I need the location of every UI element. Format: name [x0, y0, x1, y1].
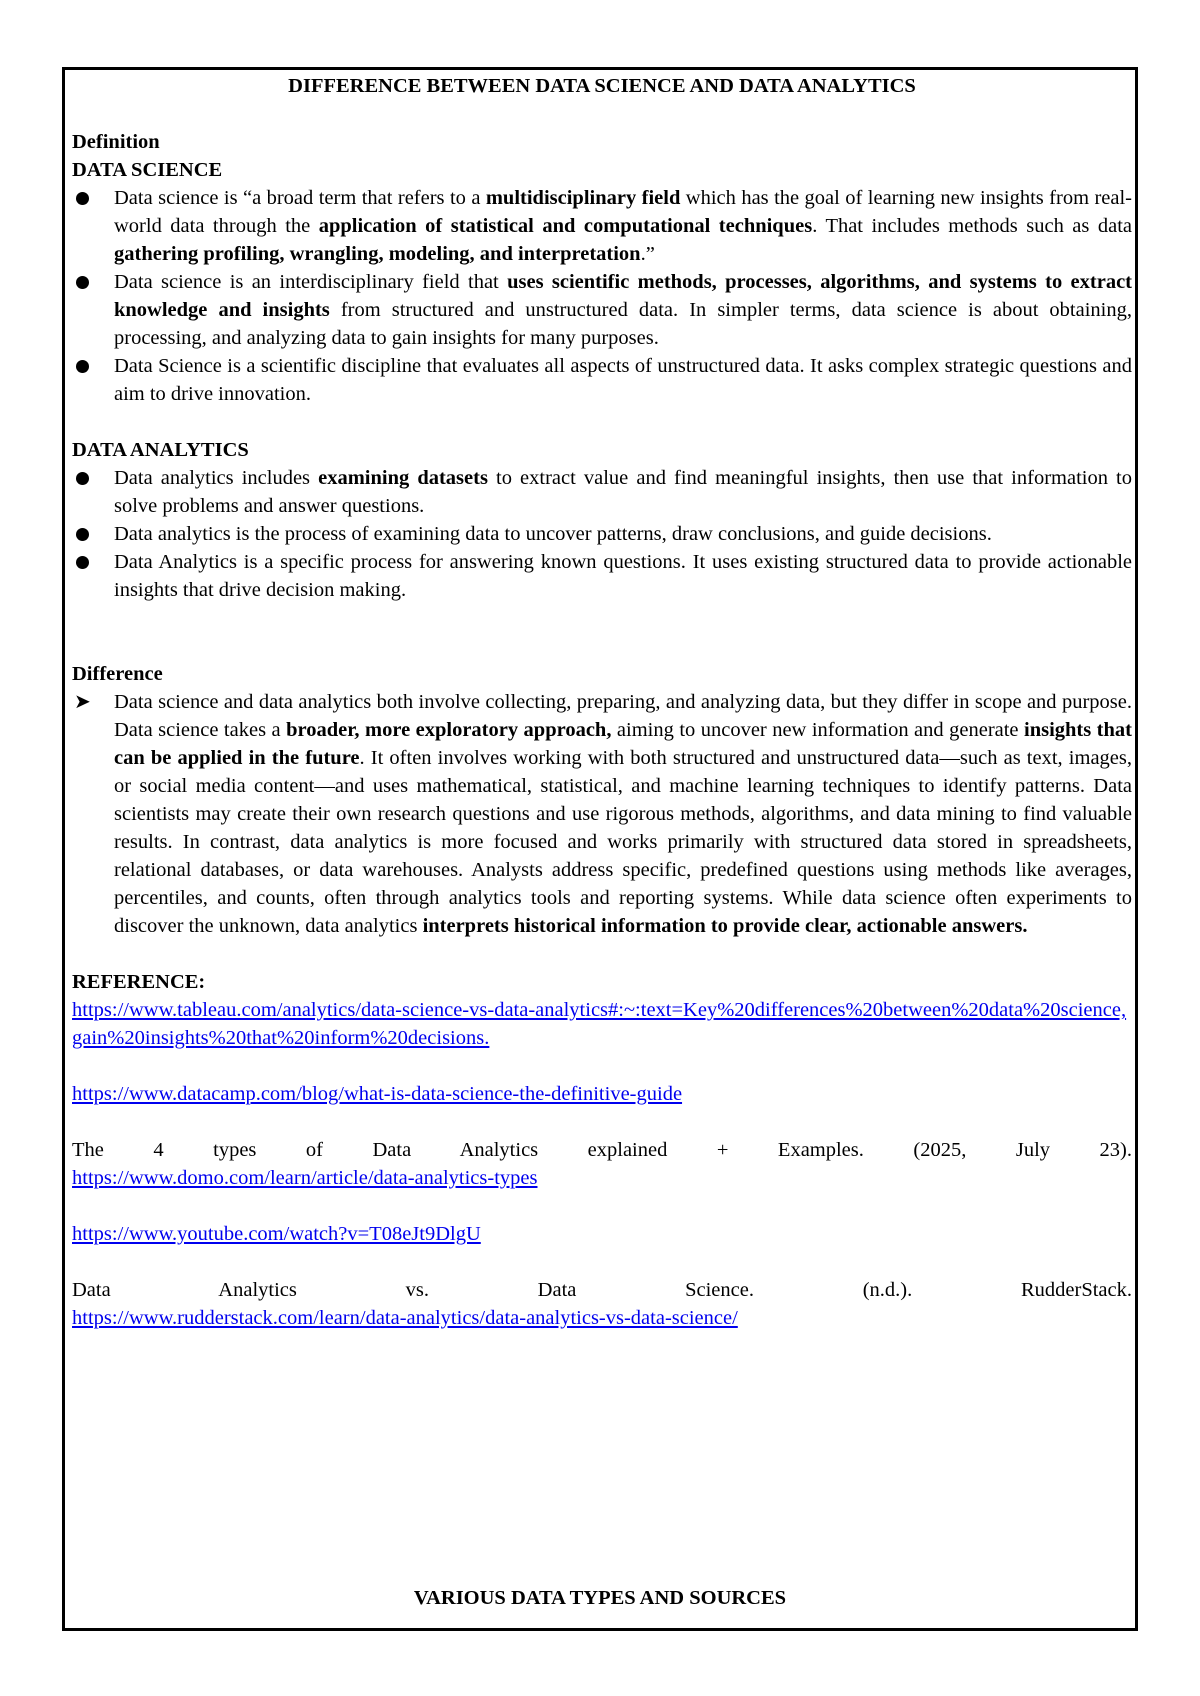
bold-text: examining datasets: [318, 467, 488, 489]
bullet-icon: [76, 192, 89, 205]
list-item: [72, 268, 1132, 352]
text: aiming to uncover new information and generate: [611, 719, 1024, 741]
text: Data Science is a scientific discipline that evaluates all aspects of unstructured data. It asks complex strategic questions and aim to drive innovation.: [114, 355, 1132, 405]
reference-heading: REFERENCE:: [72, 971, 206, 993]
list-item: [72, 352, 1132, 408]
bullet-icon: [76, 276, 89, 289]
data-analytics-list: [72, 464, 1132, 604]
bold-text: insights that can be applied in the future: [114, 719, 1132, 769]
bullet-icon: [76, 360, 89, 373]
document-body: [72, 72, 1132, 1332]
bullet-icon: [76, 472, 89, 485]
arrow-bullet-icon: ➤: [74, 691, 91, 713]
text: Data science and data analytics both involve collecting, preparing, and analyzing data, but they differ in scope and purpose. Data science takes a: [114, 691, 1132, 741]
bold-text: multidisciplinary field: [485, 187, 681, 209]
bold-text: gathering profiling, wrangling, modeling, and interpretation: [114, 243, 641, 265]
list-item: [72, 464, 1132, 520]
text: Data analytics includes: [114, 467, 319, 489]
text: . It often involves working with both structured and unstructured data—such as text, images, or social media content—and uses mathematical, statistical, and machine learning techniques to identify patterns. Data scientists may create their own research questions and use rigorous methods, algorithms, and data mining to find valuable results. In contrast, data analytics is more focused and works primarily with structured data stored in spreadsheets, relational databases, or data warehouses. Analysts address specific, predefined questions using methods like averages, percentiles, and counts, often through analytics tools and reporting systems. While data science often experiments to discover the unknown, data analytics: [114, 747, 1132, 937]
bold-text: uses scientific methods, processes, algorithms, and systems to extract knowledge and insights: [114, 271, 1132, 321]
text: Data Analytics is a specific process for answering known questions. It uses existing structured data to provide actionable insights that drive decision making.: [114, 551, 1132, 601]
list-item: [72, 548, 1132, 604]
text: from structured and unstructured data. In simpler terms, data science is about obtaining, processing, and analyzing data to gain insights for many purposes.: [114, 299, 1132, 349]
text: Data science is “a broad term that refers to a: [114, 187, 486, 209]
data-science-list: [72, 184, 1132, 408]
reference-link-domo[interactable]: https://www.domo.com/learn/article/data-analytics-types: [72, 1167, 538, 1189]
list-item: [72, 184, 1132, 268]
next-section-title: VARIOUS DATA TYPES AND SOURCES: [413, 1587, 787, 1609]
reference-link-tableau[interactable]: https://www.tableau.com/analytics/data-science-vs-data-analytics#:~:text=Key%20differences%20between%20data%20science,gain%20insights%20that%20inform%20decisions.: [72, 999, 1127, 1049]
list-item: [72, 520, 1132, 548]
bold-text: broader, more exploratory approach,: [286, 719, 612, 741]
reference-citation-rudderstack: Data Analytics vs. Data Science. (n.d.). RudderStack.: [72, 1279, 1132, 1301]
difference-heading: Difference: [72, 663, 163, 685]
bold-text: interprets historical information to provide clear, actionable answers.: [422, 915, 1028, 937]
reference-citation-domo: The 4 types of Data Analytics explained + Examples. (2025, July 23).: [72, 1139, 1132, 1161]
definition-heading: Definition: [72, 131, 160, 153]
text: .”: [640, 243, 655, 265]
page-title: DIFFERENCE BETWEEN DATA SCIENCE AND DATA ANALYTICS: [288, 75, 916, 97]
text: which has the goal of learning new insights from real-world data through the: [114, 187, 1133, 237]
list-item: [72, 688, 1132, 940]
data-science-heading: DATA SCIENCE: [72, 159, 223, 181]
reference-link-youtube[interactable]: https://www.youtube.com/watch?v=T08eJt9DlgU: [72, 1223, 481, 1245]
text: Data science is an interdisciplinary field that: [114, 271, 508, 293]
difference-list: [72, 688, 1132, 940]
text: . That includes methods such as data: [812, 215, 1133, 237]
bullet-icon: [76, 556, 89, 569]
bullet-icon: [76, 528, 89, 541]
text: to extract value and find meaningful insights, then use that information to solve problems and answer questions.: [114, 467, 1132, 517]
reference-link-datacamp[interactable]: https://www.datacamp.com/blog/what-is-data-science-the-definitive-guide: [72, 1083, 683, 1105]
bold-text: application of statistical and computational techniques: [318, 215, 813, 237]
data-analytics-heading: DATA ANALYTICS: [72, 439, 249, 461]
text: Data analytics is the process of examining data to uncover patterns, draw conclusions, and guide decisions.: [114, 523, 992, 545]
reference-link-rudderstack[interactable]: https://www.rudderstack.com/learn/data-analytics/data-analytics-vs-data-science/: [72, 1307, 738, 1329]
